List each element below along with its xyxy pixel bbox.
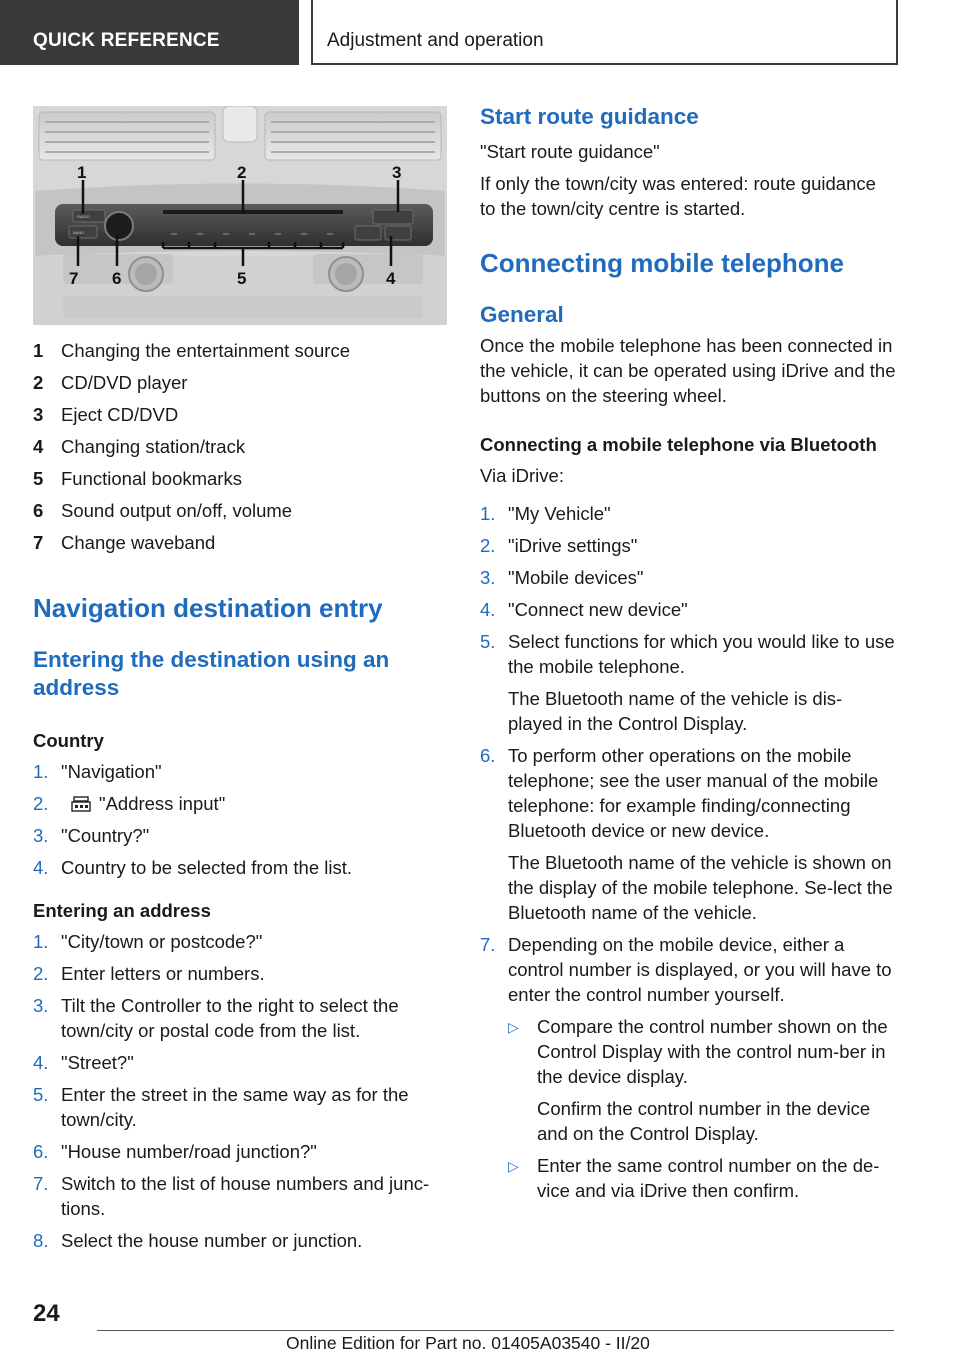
general-heading: General [480, 302, 564, 327]
step-number: 5. [33, 1084, 49, 1105]
band-label: BAND [73, 230, 85, 235]
legend-number: 2 [33, 372, 44, 393]
bullet-note: Confirm the control number in the device and on the Control Display. [537, 1098, 871, 1144]
callout-2: 2 [237, 163, 247, 182]
list-item [480, 501, 896, 526]
list-item [33, 855, 447, 880]
legend-number: 4 [33, 436, 44, 457]
legend-item [33, 530, 447, 562]
callout-4: 4 [386, 269, 396, 288]
list-item [33, 993, 447, 1043]
step-text: "City/town or postcode?" [61, 931, 263, 952]
step-note: The Bluetooth name of the vehicle is dis-played in the Control Display. [508, 688, 843, 734]
legend-item [33, 338, 447, 370]
chapter-tab [311, 0, 898, 65]
step-text: "Navigation" [61, 761, 162, 782]
address-steps [33, 929, 447, 1253]
step-number: 4. [33, 1052, 49, 1073]
step-number: 2. [33, 793, 49, 814]
step-number: 3. [33, 995, 49, 1016]
list-item [480, 932, 896, 1203]
step-text: "My Vehicle" [508, 503, 611, 524]
legend-number: 1 [33, 340, 44, 361]
radio-panel-illustration [33, 106, 447, 325]
legend-number: 5 [33, 468, 44, 489]
bullet-item [508, 1014, 896, 1146]
list-item [33, 961, 447, 986]
country-heading: Country [33, 730, 104, 751]
bullet-text: Compare the control number shown on the Control Display with the control num-ber in the device display. [537, 1016, 888, 1087]
legend-number: 7 [33, 532, 44, 553]
legend-text: Eject CD/DVD [61, 404, 179, 425]
route-line1: "Start route guidance" [480, 141, 660, 162]
radio-panel-figure [33, 106, 447, 325]
step-number: 1. [480, 503, 496, 524]
bluetooth-heading: Connecting a mobile telephone via Bluetooth [480, 434, 877, 455]
right-column [480, 103, 896, 1210]
route-title: Start route guidance [480, 104, 699, 129]
legend-item [33, 402, 447, 434]
list-item [33, 929, 447, 954]
step-number: 4. [33, 857, 49, 878]
list-item [480, 743, 896, 925]
step-number: 1. [33, 931, 49, 952]
legend-item [33, 466, 447, 498]
bullet-item [508, 1153, 896, 1203]
step-text: "Street?" [61, 1052, 134, 1073]
step-text: "Address input" [99, 793, 226, 814]
step-text: Enter letters or numbers. [61, 963, 265, 984]
figure-legend [33, 338, 447, 562]
step-text: "iDrive settings" [508, 535, 638, 556]
legend-text: Functional bookmarks [61, 468, 242, 489]
list-item [33, 1228, 447, 1253]
legend-text: Change waveband [61, 532, 216, 553]
section-tab [0, 0, 299, 65]
step-number: 7. [480, 934, 496, 955]
route-line2: If only the town/city was entered: route guidance to the town/city centre is started. [480, 173, 876, 219]
step-number: 6. [480, 745, 496, 766]
step-text: Tilt the Controller to the right to select the town/city or postal code from the list. [61, 995, 399, 1041]
general-text: Once the mobile telephone has been connected in the vehicle, it can be operated using iDrive and the buttons on the steering wheel. [480, 335, 896, 406]
list-item [33, 1171, 447, 1221]
phone-title: Connecting mobile telephone [480, 248, 845, 278]
navigation-section [33, 592, 447, 1260]
step-text: Enter the street in the same way as for the town/city. [61, 1084, 409, 1130]
address-input-icon [71, 795, 91, 813]
legend-item [33, 370, 447, 402]
list-item [480, 533, 896, 558]
chapter-title: Adjustment and operation [327, 30, 544, 51]
list-item [33, 823, 447, 848]
step-text: Select functions for which you would like to use the mobile telephone. [508, 631, 895, 677]
step-number: 3. [480, 567, 496, 588]
step-text: Switch to the list of house numbers and junc-tions. [61, 1173, 430, 1219]
step-number: 8. [33, 1230, 49, 1251]
edition-note: Online Edition for Part no. 01405A03540 - II/20 [286, 1333, 650, 1353]
legend-text: CD/DVD player [61, 372, 188, 393]
step-number: 2. [33, 963, 49, 984]
step-number: 6. [33, 1141, 49, 1162]
step-number: 7. [33, 1173, 49, 1194]
footer-divider [97, 1330, 894, 1331]
list-item [33, 791, 447, 816]
list-item [480, 629, 896, 736]
page-number: 24 [33, 1300, 60, 1327]
legend-text: Sound output on/off, volume [61, 500, 293, 521]
triangle-bullet-icon: ▷ [508, 1019, 519, 1035]
step-text: Country to be selected from the list. [61, 857, 352, 878]
step-number: 1. [33, 761, 49, 782]
address-heading: Entering an address [33, 900, 211, 921]
callout-1: 1 [77, 163, 87, 182]
triangle-bullet-icon: ▷ [508, 1158, 519, 1174]
list-item [33, 1050, 447, 1075]
list-item [33, 1082, 447, 1132]
step-text: Depending on the mobile device, either a control number is displayed, or you will have to enter the control number yourself. [508, 934, 892, 1005]
legend-text: Changing station/track [61, 436, 246, 457]
radio-label: RADIO [77, 214, 90, 219]
callout-7: 7 [69, 269, 79, 288]
legend-text: Changing the entertainment source [61, 340, 350, 361]
list-item [33, 759, 447, 784]
list-item [33, 1139, 447, 1164]
step-text: "Connect new device" [508, 599, 688, 620]
legend-number: 6 [33, 500, 44, 521]
step-text: "Mobile devices" [508, 567, 644, 588]
bullet-text: Enter the same control number on the de-vice and via iDrive then confirm. [537, 1155, 880, 1201]
list-item [480, 597, 896, 622]
step-text: To perform other operations on the mobile telephone; see the user manual of the mobile telephone: for example finding/connecting Bluetooth device or new device. [508, 745, 879, 841]
legend-number: 3 [33, 404, 44, 425]
via-idrive: Via iDrive: [480, 465, 564, 486]
callout-5: 5 [237, 269, 247, 288]
list-item [480, 565, 896, 590]
bluetooth-steps [480, 501, 896, 1203]
step-text: Select the house number or junction. [61, 1230, 363, 1251]
nav-title: Navigation destination entry [33, 593, 383, 623]
step-text: "Country?" [61, 825, 150, 846]
country-steps [33, 759, 447, 880]
step-number: 2. [480, 535, 496, 556]
legend-item [33, 498, 447, 530]
legend-item [33, 434, 447, 466]
step-text: "House number/road junction?" [61, 1141, 317, 1162]
section-title: QUICK REFERENCE [33, 30, 220, 51]
step-number: 5. [480, 631, 496, 652]
step-number: 3. [33, 825, 49, 846]
nav-subtitle: Entering the destination using an address [33, 647, 390, 700]
callout-3: 3 [392, 163, 402, 182]
callout-6: 6 [112, 269, 122, 288]
step-note: The Bluetooth name of the vehicle is shown on the display of the mobile telephone. Se-lect the Bluetooth name of the vehicle. [508, 852, 893, 923]
step-number: 4. [480, 599, 496, 620]
